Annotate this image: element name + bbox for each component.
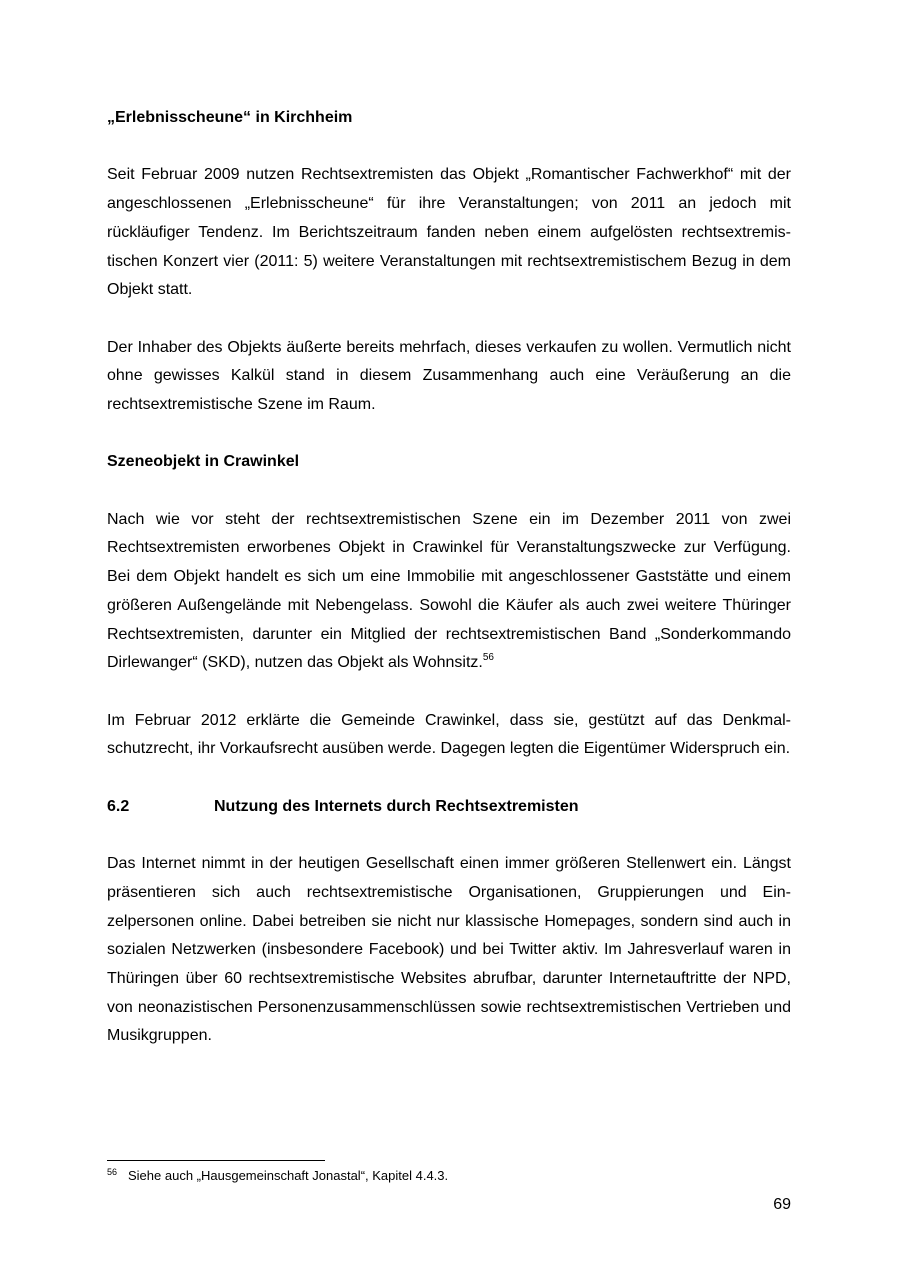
- section-number: 6.2: [107, 797, 130, 815]
- footnote-separator: [107, 1160, 325, 1161]
- paragraph-erlebnisscheune-2: Der Inhaber des Objekts äußerte bereits mehrfach, dieses verkaufen zu wollen. Vermutlich nicht ohne gewisses Kalkül stand in diesem Zusammenhang auch eine Veräußerung an die rechtsextremistische Szene im Raum.: [107, 338, 791, 413]
- paragraph-erlebnisscheune-1: Seit Februar 2009 nutzen Rechtsextremisten das Objekt „Romantischer Fachwerkhof“ mit der angeschlossenen „Erlebnisscheune“ für ihre Veranstaltungen; von 2011 an jedoch mit rückläufiger Tendenz. Im Berichtszeitraum fanden neben einem aufgelösten rechtsextremistischen Konzert vier (2011: 5) weitere Veranstaltungen mit rechtsextremistischem Bezug in dem Objekt statt.: [107, 166, 791, 299]
- paragraph-crawinkel-1-text: Nach wie vor steht der rechtsextremistischen Szene ein im Dezember 2011 von zwei Rechtsextremisten erworbenes Objekt in Crawinkel für Veranstaltungszwecke zur Verfügung. Bei dem Objekt handelt es sich um eine Immobilie mit angeschlossener Gaststätte und einem größeren Außengelände mit Nebengelass. Sowohl die Käufer als auch zwei weitere Thüringer Rechtsextremisten, darunter ein Mitglied der rechtsextremistischen Band „Sonderkommando Dirlewanger“ (SKD), nutzen das Objekt als Wohnsitz.: [107, 510, 791, 672]
- paragraph-internet: Das Internet nimmt in der heutigen Gesellschaft einen immer größeren Stellenwert ein. Längst präsentieren sich auch rechtsextremistische Organisationen, Gruppierungen und Einzelpersonen online. Dabei betreiben sie nicht nur klassische Homepages, sondern sind auch in sozialen Netzwerken (insbesondere Facebook) und bei Twitter aktiv. Im Jahresverlauf waren in Thüringen über 60 rechtsextremistische Websites abrufbar, darunter Internetauftritte der NPD, von neonazistischen Personenzusammenschlüssen sowie rechtsextremistischen Vertrieben und Musikgruppen.: [107, 855, 791, 1045]
- footnote: 56 Siehe auch „Hausgemeinschaft Jonastal“, Kapitel 4.4.3.: [107, 1167, 449, 1183]
- paragraph-crawinkel-2: Im Februar 2012 erklärte die Gemeinde Crawinkel, dass sie, gestützt auf das Denkmalschutzrecht, ihr Vorkaufsrecht ausüben werde. Dagegen legten die Eigentümer Widerspruch ein.: [107, 711, 791, 758]
- page-number: 69: [773, 1196, 791, 1213]
- footnote-text: Siehe auch „Hausgemeinschaft Jonastal“, Kapitel 4.4.3.: [128, 1168, 449, 1183]
- subheading-erlebnisscheune: „Erlebnisscheune“ in Kirchheim: [107, 109, 353, 126]
- subheading-crawinkel: Szeneobjekt in Crawinkel: [107, 453, 300, 471]
- section-heading-6-2: [107, 793, 791, 822]
- footnote-reference[interactable]: 56: [482, 652, 494, 664]
- section-title: Nutzung des Internets durch Rechtsextremisten: [214, 797, 579, 815]
- document-page: [107, 104, 791, 1080]
- paragraph-crawinkel-1: [107, 506, 791, 678]
